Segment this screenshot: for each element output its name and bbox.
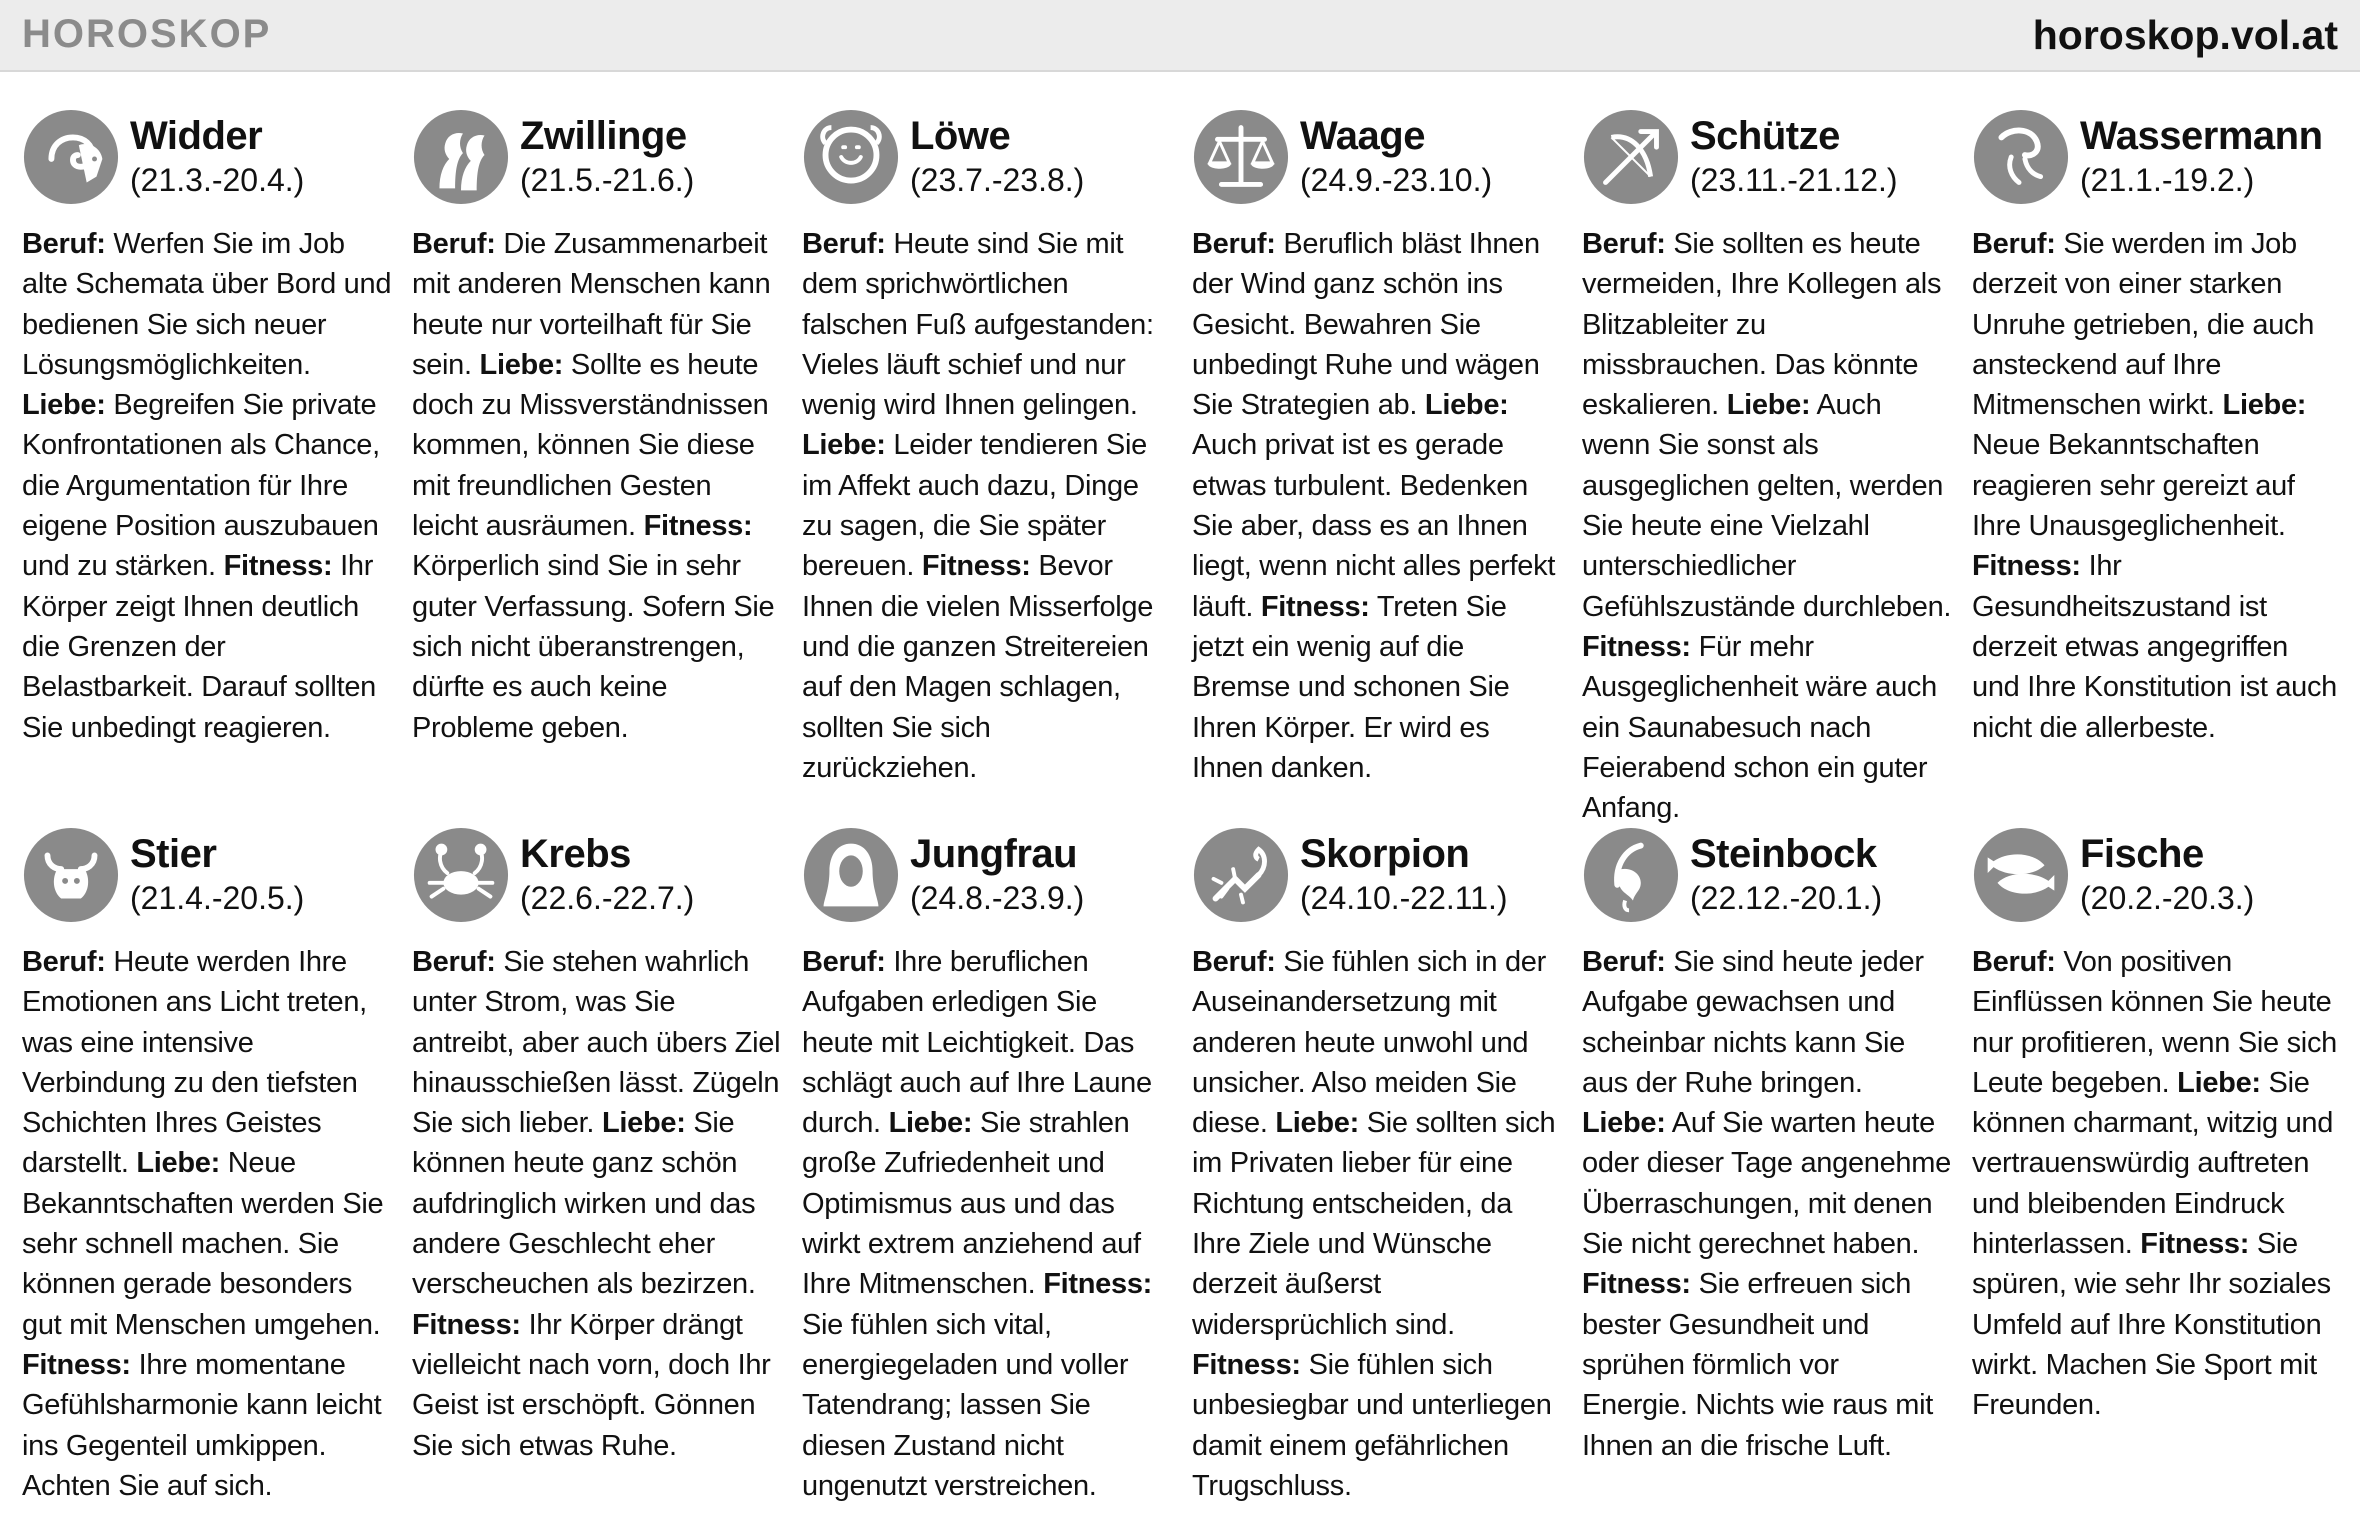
sign-text xyxy=(1972,224,2342,748)
liebe-label: Liebe: xyxy=(479,348,564,381)
fitness-label: Fitness: xyxy=(643,510,753,543)
fitness-label: Fitness: xyxy=(1972,550,2081,583)
sign-name: Stier xyxy=(130,832,217,876)
fitness-label: Fitness: xyxy=(1582,630,1691,663)
beruf-text: Ihre beruflichen Aufgaben erledigen Sie heute mit Leichtigkeit. Das schlägt auch auf Ihre Laune durch. xyxy=(802,946,1152,1140)
beruf-label: Beruf: xyxy=(1972,228,2056,260)
page-title: HOROSKOP xyxy=(22,12,272,56)
liebe-label: Liebe: xyxy=(601,1107,686,1140)
beruf-label: Beruf: xyxy=(802,946,886,978)
sign-name: Fische xyxy=(2080,832,2204,876)
fitness-label: Fitness: xyxy=(1260,590,1370,623)
beruf-text: Von positiven Einflüssen können Sie heute nur profitieren, wenn Sie sich Leute begeben. xyxy=(1972,946,2337,1099)
beruf-text: Heute werden Ihre Emotionen ans Licht treten, was eine intensive Verbindung zu den tiefsten Schichten Ihres Geistes darstellt. xyxy=(22,946,367,1180)
sign-dates: (23.7.-23.8.) xyxy=(910,162,1085,198)
sign-name: Jungfrau xyxy=(910,832,1078,876)
beruf-label: Beruf: xyxy=(22,228,106,260)
sign-name: Wassermann xyxy=(2080,114,2323,158)
sign-dates: (23.11.-21.12.) xyxy=(1690,162,1898,198)
liebe-label: Liebe: xyxy=(1582,1107,1666,1140)
liebe-label: Liebe: xyxy=(888,1107,973,1140)
liebe-label: Liebe: xyxy=(802,429,886,462)
sign-dates: (24.8.-23.9.) xyxy=(910,880,1085,916)
fitness-text: Ihre momentane Gefühlsharmonie kann leicht ins Gegenteil umkippen. Achten Sie auf sich. xyxy=(22,1348,382,1502)
liebe-label: Liebe: xyxy=(2177,1066,2261,1099)
beruf-text: Heute sind Sie mit dem sprichwörtlichen falschen Fuß aufgestanden: Vieles läuft schief und nur wenig wird Ihnen gelingen. xyxy=(802,228,1154,422)
fitness-label: Fitness: xyxy=(223,550,333,583)
scales-icon xyxy=(1192,108,1290,206)
fitness-text: Bevor Ihnen die vielen Misserfolge und die ganzen Streitereien auf den Magen schlagen, sollten Sie sich zurückziehen. xyxy=(802,550,1154,784)
liebe-text: Auch wenn Sie sonst als ausgeglichen gelten, werden Sie heute eine Vielzahl unterschiedlicher Gefühlszustände durchleben. xyxy=(1582,389,1952,623)
fitness-label: Fitness: xyxy=(1582,1268,1691,1301)
liebe-text: Sollte es heute doch zu Missverständnissen kommen, können Sie diese mit freundlichen Gesten leicht ausräumen. xyxy=(412,348,769,543)
sign-text xyxy=(1582,224,1952,828)
ibex-icon xyxy=(1582,826,1680,924)
beruf-label: Beruf: xyxy=(1192,228,1276,260)
liebe-label: Liebe: xyxy=(22,389,106,422)
sign-text xyxy=(412,224,782,748)
fitness-label: Fitness: xyxy=(1043,1268,1153,1301)
liebe-text: Begreifen Sie private Konfrontationen als Chance, die Argumentation für Ihre eigene Position auszubauen und zu stärken. xyxy=(22,389,380,583)
liebe-text: Leider tendieren Sie im Affekt auch dazu, Dinge zu sagen, die Sie später bereuen. xyxy=(802,429,1147,583)
beruf-text: Werfen Sie im Job alte Schemata über Bord und bedienen Sie sich neuer Lösungsmöglichkeiten. xyxy=(22,228,392,381)
sign-dates: (21.1.-19.2.) xyxy=(2080,162,2255,198)
bull-icon xyxy=(22,826,120,924)
sign-name: Schütze xyxy=(1690,114,1840,158)
liebe-label: Liebe: xyxy=(2222,389,2307,422)
beruf-label: Beruf: xyxy=(1582,946,1666,978)
lion-icon xyxy=(802,108,900,206)
liebe-text: Sie können heute ganz schön aufdringlich wirken und das andere Geschlecht eher verscheuchen als bezirzen. xyxy=(412,1107,756,1301)
liebe-text: Neue Bekanntschaften werden Sie sehr schnell machen. Sie können gerade besonders gut mit Menschen umgehen. xyxy=(22,1147,384,1341)
header-bar xyxy=(0,0,2360,72)
fitness-text: Ihr Körper drängt vielleicht nach vorn, doch Ihr Geist ist erschöpft. Gönnen Sie sich etwas Ruhe. xyxy=(412,1308,771,1462)
sign-dates: (21.5.-21.6.) xyxy=(520,162,695,198)
beruf-label: Beruf: xyxy=(802,228,886,260)
sign-text xyxy=(1192,224,1562,788)
liebe-text: Sie strahlen große Zufriedenheit und Optimismus aus und das wirkt extrem anziehend auf Ihre Mitmenschen. xyxy=(802,1107,1141,1301)
liebe-text: Auf Sie warten heute oder dieser Tage angenehme Überraschungen, mit denen Sie nicht gerechnet haben. xyxy=(1582,1107,1951,1261)
sign-name: Waage xyxy=(1300,114,1425,158)
beruf-text: Sie sind heute jeder Aufgabe gewachsen und scheinbar nichts kann Sie aus der Ruhe bringen. xyxy=(1582,946,1924,1099)
scorpion-icon xyxy=(1192,826,1290,924)
beruf-label: Beruf: xyxy=(1192,946,1276,978)
beruf-label: Beruf: xyxy=(412,946,496,978)
liebe-text: Sie können charmant, witzig und vertrauenswürdig auftreten und bleibenden Eindruck hinterlassen. xyxy=(1972,1066,2334,1261)
fitness-text: Sie fühlen sich unbesiegbar und unterliegen damit einem gefährlichen Trugschluss. xyxy=(1192,1348,1552,1502)
beruf-text: Beruflich bläst Ihnen der Wind ganz schön ins Gesicht. Bewahren Sie unbedingt Ruhe und wägen Sie Strategien ab. xyxy=(1192,228,1540,422)
liebe-text: Sie sollten sich im Privaten lieber für eine Richtung entscheiden, da Ihre Ziele und Wünsche derzeit äußerst widersprüchlich sind. xyxy=(1192,1107,1556,1341)
liebe-text: Neue Bekanntschaften reagieren sehr gereizt auf Ihre Unausgeglichenheit. xyxy=(1972,429,2295,543)
fitness-text: Ihr Körper zeigt Ihnen deutlich die Grenzen der Belastbarkeit. Darauf sollten Sie unbedingt reagieren. xyxy=(22,550,376,744)
ram-icon xyxy=(22,108,120,206)
sign-name: Löwe xyxy=(910,114,1011,158)
fitness-text: Körperlich sind Sie in sehr guter Verfassung. Sofern Sie sich nicht überanstrengen, dürfte es auch keine Probleme geben. xyxy=(412,550,775,744)
sign-text xyxy=(1972,942,2342,1426)
beruf-text: Sie fühlen sich in der Auseinandersetzung mit anderen heute unwohl und unsicher. Also meiden Sie diese. xyxy=(1192,946,1546,1140)
beruf-label: Beruf: xyxy=(412,228,496,260)
beruf-text: Sie werden im Job derzeit von einer starken Unruhe getrieben, die auch ansteckend auf Ihre Mitmenschen wirkt. xyxy=(1972,228,2315,422)
sign-text xyxy=(1582,942,1952,1466)
fitness-text: Treten Sie jetzt ein wenig auf die Bremse und schonen Sie Ihren Körper. Er wird es Ihnen danken. xyxy=(1192,590,1510,784)
twins-icon xyxy=(412,108,510,206)
water-bearer-icon xyxy=(1972,108,2070,206)
liebe-label: Liebe: xyxy=(1424,389,1509,422)
site-url[interactable]: horoskop.vol.at xyxy=(2032,12,2338,58)
fitness-text: Ihr Gesundheitszustand ist derzeit etwas angegriffen und Ihre Konstitution ist auch nicht die allerbeste. xyxy=(1972,550,2338,744)
sign-name: Skorpion xyxy=(1300,832,1470,876)
fitness-label: Fitness: xyxy=(2140,1228,2250,1261)
sign-dates: (21.4.-20.5.) xyxy=(130,880,305,916)
sign-name: Widder xyxy=(130,114,263,158)
sign-name: Krebs xyxy=(520,832,631,876)
beruf-text: Die Zusammenarbeit mit anderen Menschen kann heute nur vorteilhaft für Sie sein. xyxy=(412,228,771,381)
sign-dates: (20.2.-20.3.) xyxy=(2080,880,2255,916)
fitness-label: Fitness: xyxy=(412,1308,521,1341)
sign-text xyxy=(22,942,392,1506)
sign-name: Zwillinge xyxy=(520,114,687,158)
fitness-text: Sie fühlen sich vital, energiegeladen und voller Tatendrang; lassen Sie diesen Zustand nicht ungenutzt verstreichen. xyxy=(802,1308,1129,1502)
beruf-text: Sie sollten es heute vermeiden, Ihre Kollegen als Blitzableiter zu missbrauchen. Das könnte eskalieren. xyxy=(1582,228,1942,422)
sign-text xyxy=(802,224,1172,788)
fitness-text: Für mehr Ausgeglichenheit wäre auch ein Saunabesuch nach Feierabend schon ein guter Anfang. xyxy=(1582,630,1937,825)
sign-dates: (22.12.-20.1.) xyxy=(1690,880,1883,916)
fitness-label: Fitness: xyxy=(22,1348,131,1381)
fish-icon xyxy=(1972,826,2070,924)
beruf-text: Sie stehen wahrlich unter Strom, was Sie antreibt, aber auch übers Ziel hinausschießen lässt. Zügeln Sie sich lieber. xyxy=(412,946,781,1140)
sign-text xyxy=(22,224,392,748)
maiden-icon xyxy=(802,826,900,924)
fitness-label: Fitness: xyxy=(1192,1348,1301,1381)
sign-dates: (22.6.-22.7.) xyxy=(520,880,695,916)
sign-text xyxy=(412,942,782,1466)
sign-text xyxy=(1192,942,1562,1506)
liebe-label: Liebe: xyxy=(136,1147,220,1180)
sign-dates: (24.9.-23.10.) xyxy=(1300,162,1493,198)
fitness-text: Sie spüren, wie sehr Ihr soziales Umfeld auf Ihre Konstitution wirkt. Machen Sie Sport mit Freunden. xyxy=(1972,1228,2331,1422)
liebe-label: Liebe: xyxy=(1726,389,1811,422)
liebe-text: Auch privat ist es gerade etwas turbulent. Bedenken Sie aber, dass es an Ihnen liegt, wenn nicht alles perfekt läuft. xyxy=(1192,429,1556,623)
beruf-label: Beruf: xyxy=(22,946,106,978)
sign-dates: (21.3.-20.4.) xyxy=(130,162,305,198)
archer-icon xyxy=(1582,108,1680,206)
fitness-text: Sie erfreuen sich bester Gesundheit und sprühen förmlich vor Energie. Nichts wie raus mit Ihnen an die frische Luft. xyxy=(1582,1268,1933,1462)
liebe-label: Liebe: xyxy=(1275,1107,1359,1140)
fitness-label: Fitness: xyxy=(921,550,1031,583)
beruf-label: Beruf: xyxy=(1582,228,1666,260)
sign-text xyxy=(802,942,1172,1506)
crab-icon xyxy=(412,826,510,924)
sign-dates: (24.10.-22.11.) xyxy=(1300,880,1508,916)
sign-name: Steinbock xyxy=(1690,832,1877,876)
beruf-label: Beruf: xyxy=(1972,946,2056,978)
